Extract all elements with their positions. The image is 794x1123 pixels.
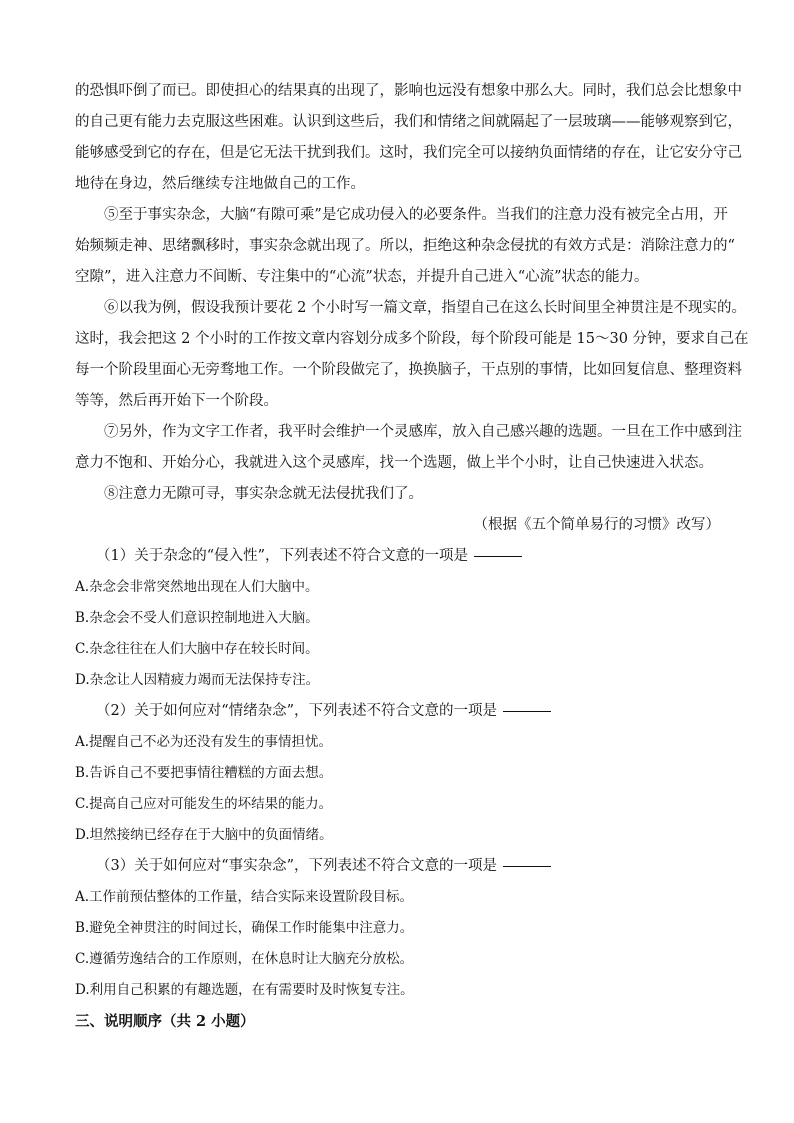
- option-c: C.遵循劳逸结合的工作原则，在休息时让大脑充分放松。: [75, 951, 414, 967]
- text-line: 空隙”，进入注意力不间断、专注集中的“心流”状态，并提升自己进入“心流”状态的能力。: [75, 269, 649, 285]
- question-stem: [75, 541, 720, 572]
- text-line: 等等，然后再开始下一个阶段。: [75, 393, 278, 409]
- answer-blank[interactable]: [503, 710, 551, 712]
- document-page: [75, 76, 749, 1037]
- text-line: ⑤至于事实杂念，大脑“有隙可乘”是它成功侵入的必要条件。当我们的注意力没有被完全占用，开: [104, 207, 728, 223]
- option-d: D.杂念让人因精疲力竭而无法保持专注。: [75, 672, 320, 688]
- paragraph-continued: [75, 76, 742, 200]
- text-line: 这时，我会把这 2 个小时的工作按文章内容划分成多个阶段，每个阶段可能是 15～30 分钟，要求自己在: [75, 331, 749, 347]
- answer-blank[interactable]: [503, 865, 551, 867]
- question-1: [75, 541, 720, 696]
- text-line: 地待在身边，然后继续专注地做自己的工作。: [75, 176, 365, 192]
- question-2: [75, 696, 720, 851]
- paragraph-6: [75, 293, 749, 417]
- option-a: A.工作前预估整体的工作量，结合实际来设置阶段目标。: [75, 889, 414, 905]
- question-3: [75, 851, 720, 1006]
- question-stem-text: （3）关于如何应对“事实杂念”，下列表述不符合文意的一项是: [96, 858, 498, 874]
- text-line: 的自己更有能力去克服这些困难。认识到这些后，我们和情绪之间就隔起了一层玻璃——能够观察到它，: [75, 114, 742, 130]
- option-c: C.提高自己应对可能发生的坏结果的能力。: [75, 796, 333, 812]
- paragraph-8: [75, 479, 720, 510]
- option-d: D.坦然接纳已经存在于大脑中的负面情绪。: [75, 827, 333, 843]
- option-d: D.利用自己积累的有趣选题，在有需要时及时恢复专注。: [75, 982, 414, 998]
- option-a: A.提醒自己不必为还没有发生的事情担忧。: [75, 734, 333, 750]
- paragraph-7: [75, 417, 742, 479]
- option-c: C.杂念往往在人们大脑中存在较长时间。: [75, 641, 319, 657]
- paragraph-5: [75, 200, 735, 293]
- question-stem-text: （2）关于如何应对“情绪杂念”，下列表述不符合文意的一项是: [96, 703, 498, 719]
- section-title: 三、说明顺序（共 2 小题）: [75, 1013, 255, 1030]
- option-b: B.避免全神贯注的时间过长，确保工作时能集中注意力。: [75, 920, 414, 936]
- question-stem: [75, 851, 720, 882]
- text-line: ⑦另外，作为文字工作者，我平时会维护一个灵感库，放入自己感兴趣的选题。一旦在工作中感到注: [104, 424, 742, 440]
- text-line: 始频频走神、思绪飘移时，事实杂念就出现了。所以，拒绝这种杂念侵扰的有效方式是：消除注意力的“: [75, 238, 735, 254]
- text-line: 意力不饱和、开始分心，我就进入这个灵感库，找一个选题，做上半个小时，让自己快速进入状态。: [75, 455, 713, 471]
- text-line: 能够感受到它的存在，但是它无法干扰到我们。这时，我们完全可以接纳负面情绪的存在，让它安分守己: [75, 145, 742, 161]
- source-citation: （根据《五个简单易行的习惯》改写）: [473, 517, 720, 533]
- option-a: A.杂念会非常突然地出现在人们大脑中。: [75, 579, 319, 595]
- text-line: 每一个阶段里面心无旁骛地工作。一个阶段做完了，换换脑子，干点别的事情，比如回复信息、整理资料: [75, 362, 742, 378]
- option-b: B.杂念会不受人们意识控制地进入大脑。: [75, 610, 319, 626]
- answer-blank[interactable]: [474, 555, 522, 557]
- text-line: 的恐惧吓倒了而已。即使担心的结果真的出现了，影响也远没有想象中那么大。同时，我们总会比想象中: [75, 83, 742, 99]
- question-stem: [75, 696, 720, 727]
- text-line: ⑧注意力无隙可寻，事实杂念就无法侵扰我们了。: [104, 486, 423, 502]
- text-line: ⑥以我为例，假设我预计要花 2 个小时写一篇文章，指望自己在这么长时间里全神贯注是不现实的。: [104, 300, 746, 316]
- option-b: B.告诉自己不要把事情往糟糕的方面去想。: [75, 765, 333, 781]
- question-stem-text: （1）关于杂念的“侵入性”，下列表述不符合文意的一项是: [96, 548, 469, 564]
